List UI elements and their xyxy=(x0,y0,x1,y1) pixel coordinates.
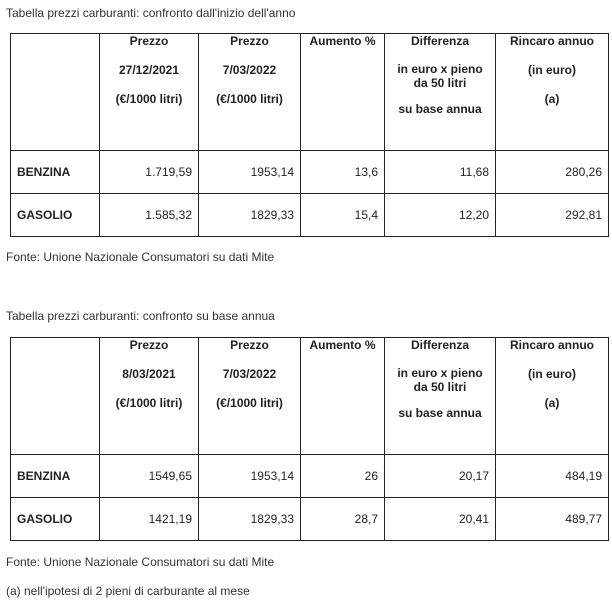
header-line: (€/1000 litri) xyxy=(115,396,183,410)
table-cell: 484,19 xyxy=(496,455,609,498)
header-line: su base annua xyxy=(398,102,482,116)
header-line: in euro x pieno xyxy=(397,366,483,380)
table2-header-row xyxy=(11,338,609,455)
table-cell: 1421,19 xyxy=(100,498,199,541)
header-line: Rincaro annuo xyxy=(509,34,594,48)
table-cell: 1.719,59 xyxy=(100,151,199,194)
table-cell: 1953,14 xyxy=(199,455,301,498)
row-label: BENZINA xyxy=(11,455,100,498)
table1-header-price-start xyxy=(100,34,199,151)
table1-header-price-end xyxy=(199,34,301,151)
table2-header-empty xyxy=(11,338,100,455)
table-cell: 20,41 xyxy=(385,498,496,541)
header-line: (€/1000 litri) xyxy=(216,396,283,410)
table1-source: Fonte: Unione Nazionale Consumatori su dati Mite xyxy=(6,250,275,264)
table-cell: 489,77 xyxy=(496,498,609,541)
header-line: Prezzo xyxy=(129,338,169,352)
table-cell: 1953,14 xyxy=(199,151,301,194)
row-label: GASOLIO xyxy=(11,498,100,541)
table1-header-difference xyxy=(385,34,496,151)
table-cell: 1829,33 xyxy=(199,194,301,237)
table-row xyxy=(11,498,609,541)
table1 xyxy=(10,33,609,237)
header-line: 8/03/2021 xyxy=(122,367,176,381)
header-line: Prezzo xyxy=(230,338,269,352)
table2 xyxy=(10,337,609,541)
header-line: 7/03/2022 xyxy=(222,367,277,381)
table-cell: 13,6 xyxy=(301,151,385,194)
header-line: Aumento % xyxy=(309,338,376,352)
table1-header-empty xyxy=(11,34,100,151)
table2-source: Fonte: Unione Nazionale Consumatori su dati Mite xyxy=(6,555,275,569)
table1-header-annual-increase xyxy=(496,34,609,151)
table2-header-difference xyxy=(385,338,496,455)
header-line: (a) xyxy=(544,396,560,410)
header-line: (€/1000 litri) xyxy=(115,92,183,106)
header-line: (a) xyxy=(544,92,560,106)
header-line: Differenza xyxy=(410,338,469,352)
header-line: da 50 litri xyxy=(413,76,467,90)
header-line: Prezzo xyxy=(129,34,169,48)
table-row xyxy=(11,455,609,498)
table2-header-price-start xyxy=(100,338,199,455)
table-cell: 280,26 xyxy=(496,151,609,194)
table2-header-annual-increase xyxy=(496,338,609,455)
table-row xyxy=(11,194,609,237)
table-row xyxy=(11,151,609,194)
table-cell: 1.585,32 xyxy=(100,194,199,237)
table-cell: 11,68 xyxy=(385,151,496,194)
table-cell: 292,81 xyxy=(496,194,609,237)
table-cell: 26 xyxy=(301,455,385,498)
header-line: (in euro) xyxy=(528,63,576,77)
header-line: (in euro) xyxy=(528,367,576,381)
row-label: GASOLIO xyxy=(11,194,100,237)
header-line: Rincaro annuo xyxy=(509,338,594,352)
table-cell: 15,4 xyxy=(301,194,385,237)
header-line: Aumento % xyxy=(309,34,376,48)
table-cell: 20,17 xyxy=(385,455,496,498)
header-line: 27/12/2021 xyxy=(118,63,180,77)
table2-title: Tabella prezzi carburanti: confronto su base annua xyxy=(6,309,275,323)
table-cell: 1829,33 xyxy=(199,498,301,541)
table1-header-row xyxy=(11,34,609,151)
table1-title: Tabella prezzi carburanti: confronto dall'inizio dell'anno xyxy=(6,6,296,20)
table2-header-increase xyxy=(301,338,385,455)
header-line: Prezzo xyxy=(230,34,269,48)
header-line: su base annua xyxy=(398,406,482,420)
row-label: BENZINA xyxy=(11,151,100,194)
header-line: da 50 litri xyxy=(413,380,467,394)
header-line: 7/03/2022 xyxy=(222,63,277,77)
table-cell: 1549,65 xyxy=(100,455,199,498)
header-line: in euro x pieno xyxy=(397,62,483,76)
footnote: (a) nell'ipotesi di 2 pieni di carburante al mese xyxy=(6,584,250,598)
header-line: (€/1000 litri) xyxy=(216,92,283,106)
table2-header-price-end xyxy=(199,338,301,455)
header-line: Differenza xyxy=(410,34,469,48)
table1-header-increase xyxy=(301,34,385,151)
table-cell: 12,20 xyxy=(385,194,496,237)
table-cell: 28,7 xyxy=(301,498,385,541)
